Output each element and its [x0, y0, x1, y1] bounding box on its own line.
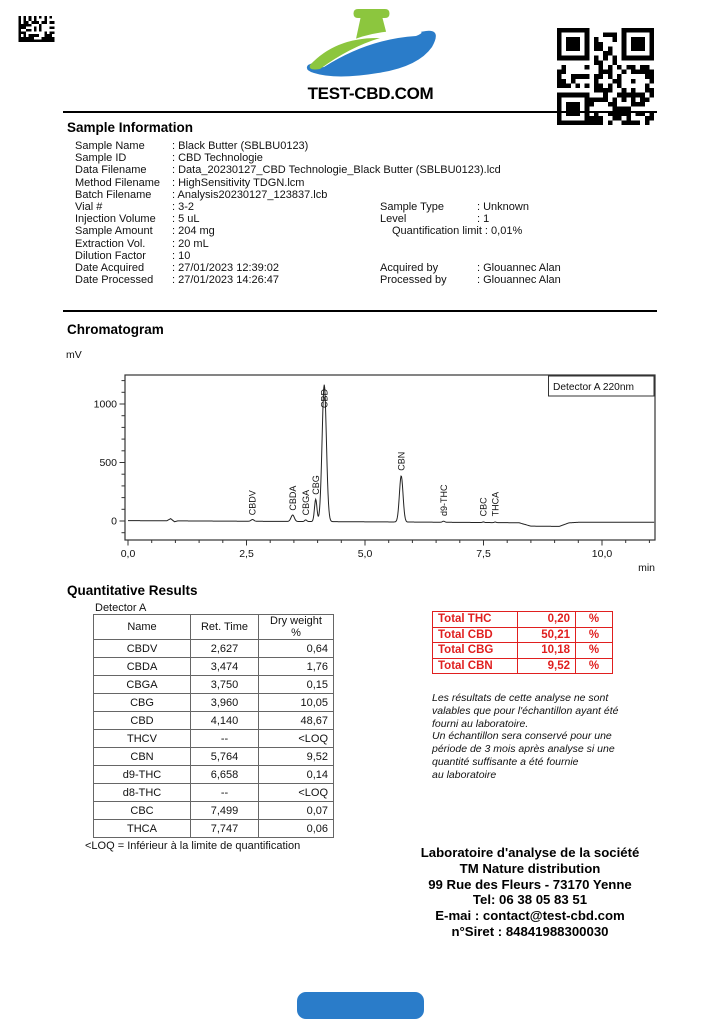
- totals-row: [433, 612, 613, 628]
- field-label: Date Processed: [75, 274, 154, 287]
- detector-label: Detector A: [95, 602, 147, 614]
- field-label: Sample ID: [75, 152, 127, 165]
- retention-time: --: [191, 730, 259, 748]
- chromatogram-heading: Chromatogram: [67, 322, 164, 337]
- retention-time: 4,140: [191, 712, 259, 730]
- quantification-limit: Quantification limit : 0,01%: [392, 225, 523, 237]
- retention-time: 2,627: [191, 640, 259, 658]
- retention-time: 3,750: [191, 676, 259, 694]
- svg-text:1000: 1000: [93, 398, 117, 411]
- field-value: : 204 mg: [172, 225, 215, 238]
- totals-table: [432, 611, 613, 674]
- table-row: [94, 766, 334, 784]
- field-row: [380, 201, 529, 213]
- table-row: [94, 712, 334, 730]
- field-label: Extraction Vol.: [75, 237, 146, 250]
- table-row: [94, 658, 334, 676]
- total-label: Total CBG: [433, 643, 518, 659]
- dry-weight: 10,05: [259, 694, 334, 712]
- flask-leaf-logo-icon: [298, 3, 443, 83]
- table-row: [94, 784, 334, 802]
- field-label: Date Acquired: [75, 262, 145, 275]
- totals-row: [433, 643, 613, 659]
- field-value: : 1: [477, 213, 490, 226]
- dry-weight: 0,15: [259, 676, 334, 694]
- table-header-row: [94, 615, 334, 640]
- total-unit: %: [576, 612, 613, 628]
- compound-name: THCV: [94, 730, 191, 748]
- dry-weight: 9,52: [259, 748, 334, 766]
- compound-name: CBC: [94, 802, 191, 820]
- sample-information-heading: Sample Information: [67, 120, 194, 135]
- peak-label: CBC: [478, 497, 489, 517]
- field-value: : 27/01/2023 12:39:02: [172, 262, 280, 275]
- field-label: Sample Name: [75, 140, 145, 152]
- dry-weight: 0,14: [259, 766, 334, 784]
- retention-time: 6,658: [191, 766, 259, 784]
- table-row: [94, 640, 334, 658]
- table-row: [94, 694, 334, 712]
- total-value: 9,52: [518, 658, 576, 674]
- compound-name: CBDA: [94, 658, 191, 676]
- chromatogram-chart: [60, 360, 680, 578]
- field-label: Injection Volume: [75, 213, 156, 226]
- section-divider: [63, 111, 657, 113]
- field-label: Processed by: [380, 274, 447, 287]
- field-row: [75, 189, 501, 201]
- field-row: [75, 140, 501, 152]
- peak-label: CBD: [319, 388, 330, 408]
- chromatogram-plot: [60, 360, 680, 578]
- total-value: 0,20: [518, 612, 576, 628]
- table-row: [94, 748, 334, 766]
- dry-weight: <LOQ: [259, 730, 334, 748]
- address-line: Tel: 06 38 05 83 51: [472, 892, 588, 908]
- field-label: Data Filename: [75, 164, 147, 177]
- dry-weight: <LOQ: [259, 784, 334, 802]
- loq-note: <LOQ = Inférieur à la limite de quantification: [85, 840, 301, 852]
- svg-text:7,5: 7,5: [476, 548, 491, 560]
- total-unit: %: [576, 627, 613, 643]
- total-unit: %: [576, 643, 613, 659]
- quantitative-results-table: [93, 614, 334, 838]
- field-value: : Data_20230127_CBD Technologie_Black Butter (SBLBU0123).lcd: [172, 164, 501, 177]
- svg-text:5,0: 5,0: [357, 548, 373, 560]
- field-row: [380, 274, 561, 286]
- field-label: Acquired by: [380, 262, 439, 274]
- field-label: Batch Filename: [75, 188, 152, 201]
- svg-text:0,0: 0,0: [120, 548, 136, 560]
- field-label: Sample Amount: [75, 225, 153, 238]
- totals-row: [433, 627, 613, 643]
- address-line: TM Nature distribution: [459, 860, 601, 876]
- sample-info-right-column-2: [380, 262, 561, 286]
- disclaimer-line: quantité suffisante a été fournie: [432, 755, 579, 768]
- dry-weight: 0,06: [259, 820, 334, 838]
- disclaimer-line: au laboratoire: [432, 768, 497, 781]
- peak-label: CBDV: [247, 490, 258, 516]
- compound-name: CBGA: [94, 676, 191, 694]
- total-label: Total CBN: [433, 658, 518, 674]
- column-header: Name: [94, 615, 191, 640]
- address-line: 99 Rue des Fleurs - 73170 Yenne: [428, 876, 632, 892]
- dry-weight: 0,64: [259, 640, 334, 658]
- field-row: [380, 262, 561, 274]
- field-value: : 27/01/2023 14:26:47: [172, 274, 280, 287]
- field-value: : 10: [172, 249, 191, 262]
- table-row: [94, 676, 334, 694]
- compound-name: d9-THC: [94, 766, 191, 784]
- dry-weight: 0,07: [259, 802, 334, 820]
- field-row: [380, 213, 529, 225]
- retention-time: 5,764: [191, 748, 259, 766]
- next-page-logo-fragment: [297, 992, 424, 1019]
- field-row: [75, 250, 501, 262]
- field-value: : Black Butter (SBLBU0123): [172, 140, 309, 152]
- disclaimer-line: période de 3 mois après analyse si une: [432, 743, 615, 756]
- field-label: Method Filename: [75, 176, 160, 189]
- compound-name: CBD: [94, 712, 191, 730]
- field-value: : Glouannec Alan: [477, 274, 561, 287]
- total-label: Total CBD: [433, 627, 518, 643]
- total-unit: %: [576, 658, 613, 674]
- disclaimer-line: Un échantillon sera conservé pour une: [432, 730, 612, 743]
- field-label: Level: [380, 213, 407, 226]
- field-value: : 5 uL: [172, 213, 200, 226]
- peak-label: THCA: [490, 491, 501, 517]
- compound-name: d8-THC: [94, 784, 191, 802]
- peak-label: CBN: [396, 451, 407, 471]
- compound-name: THCA: [94, 820, 191, 838]
- retention-time: 3,960: [191, 694, 259, 712]
- column-header: Ret. Time: [191, 615, 259, 640]
- peak-label: CBGA: [300, 489, 311, 516]
- retention-time: 3,474: [191, 658, 259, 676]
- field-row: [75, 177, 501, 189]
- svg-text:2,5: 2,5: [239, 548, 254, 560]
- address-line: E-mai : contact@test-cbd.com: [435, 908, 625, 924]
- field-label: Vial #: [75, 201, 103, 214]
- field-row: [75, 164, 501, 176]
- field-row: [75, 238, 501, 250]
- svg-text:10,0: 10,0: [591, 548, 613, 560]
- compound-name: CBDV: [94, 640, 191, 658]
- svg-text:Detector A 220nm: Detector A 220nm: [553, 382, 634, 393]
- site-label: TEST-CBD.COM: [307, 84, 434, 103]
- disclaimer-line: fourni au laboratoire.: [432, 717, 529, 730]
- field-value: : Unknown: [477, 201, 529, 213]
- totals-row: [433, 658, 613, 674]
- compound-name: CBG: [94, 694, 191, 712]
- compound-name: CBN: [94, 748, 191, 766]
- field-value: : Glouannec Alan: [477, 262, 561, 274]
- field-value: : HighSensitivity TDGN.lcm: [172, 176, 305, 189]
- field-value: : Analysis20230127_123837.lcb: [172, 188, 328, 201]
- field-value: : 3-2: [172, 201, 195, 214]
- field-row: [75, 152, 501, 164]
- field-label: Dilution Factor: [75, 249, 146, 262]
- address-line: Laboratoire d'analyse de la société: [420, 845, 640, 860]
- svg-text:0: 0: [111, 515, 117, 528]
- quantitative-results-heading: Quantitative Results: [67, 583, 198, 598]
- disclaimer-text: [432, 692, 667, 782]
- y-axis-unit-label: mV: [66, 349, 82, 361]
- table-row: [94, 820, 334, 838]
- dry-weight: 48,67: [259, 712, 334, 730]
- section-divider: [63, 310, 657, 312]
- disclaimer-line: Les résultats de cette analyse ne sont: [432, 692, 609, 704]
- svg-text:500: 500: [99, 457, 117, 469]
- column-header: Dry weight %: [259, 615, 334, 640]
- field-value: : 20 mL: [172, 237, 209, 250]
- retention-time: 7,747: [191, 820, 259, 838]
- data-matrix-barcode-icon: [18, 16, 55, 42]
- field-value: : CBD Technologie: [172, 152, 263, 165]
- dry-weight: 1,76: [259, 658, 334, 676]
- peak-label: d9-THC: [438, 484, 449, 516]
- table-row: [94, 730, 334, 748]
- svg-text:min: min: [638, 562, 655, 574]
- field-label: Sample Type: [380, 201, 445, 213]
- total-value: 10,18: [518, 643, 576, 659]
- retention-time: --: [191, 784, 259, 802]
- peak-label: CBDA: [287, 485, 298, 511]
- disclaimer-line: valables que pour l'échantillon ayant été: [432, 704, 619, 717]
- retention-time: 7,499: [191, 802, 259, 820]
- peak-label: CBG: [310, 475, 321, 495]
- laboratory-address: [390, 845, 670, 940]
- sample-info-right-column: [380, 201, 529, 225]
- total-label: Total THC: [433, 612, 518, 628]
- address-line: n°Siret : 84841988300030: [451, 923, 609, 939]
- table-row: [94, 802, 334, 820]
- total-value: 50,21: [518, 627, 576, 643]
